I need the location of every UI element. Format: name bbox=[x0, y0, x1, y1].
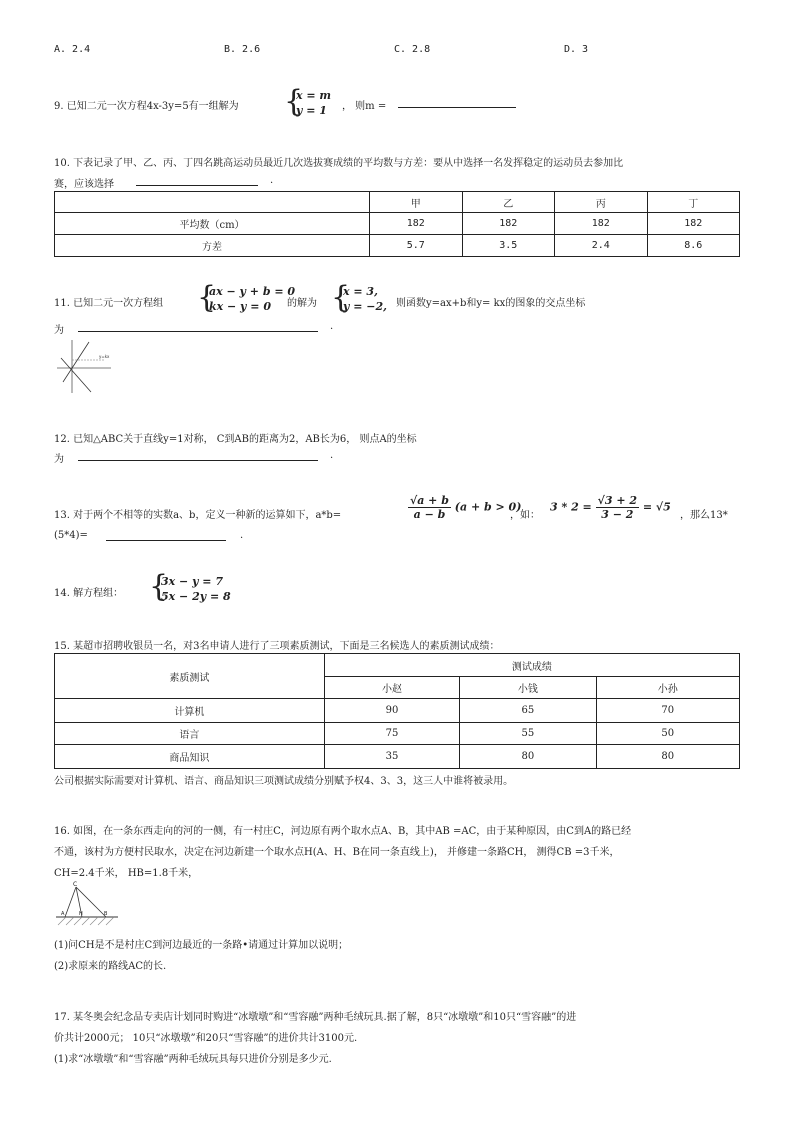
q12-answer-blank[interactable] bbox=[78, 460, 318, 461]
river-hatch bbox=[58, 917, 114, 925]
q10-period: . bbox=[270, 175, 274, 186]
table-cell: 测试成绩 bbox=[324, 654, 739, 677]
q9-brace: { bbox=[284, 84, 304, 119]
q13-answer-blank[interactable] bbox=[106, 540, 226, 541]
table-cell: 丙 bbox=[555, 192, 647, 213]
q16-line1: 16. 如图，在一条东西走向的河的一侧，有一村庄C，河边原有两个取水点A、B，其中AB =AC，由于某种原因，由C到A的路已经 bbox=[54, 826, 632, 837]
q10-line2: 赛，应该选择 bbox=[54, 179, 114, 190]
table-cell: 乙 bbox=[462, 192, 554, 213]
q12-line1: 12. 已知△ABC关于直线y=1对称， C到AB的距离为2，AB长为6， 则点A的坐标 bbox=[54, 434, 417, 445]
q17-sub1: (1)求“冰墩墩”和“雪容融”两种毛绒玩具每只进价分别是多少元. bbox=[54, 1054, 332, 1065]
q11-sol1: x = 3, bbox=[343, 285, 378, 298]
q13-tail: ，那么13* bbox=[680, 510, 728, 521]
q14-eq2: 5x − 2y = 8 bbox=[161, 590, 231, 603]
q10-answer-blank[interactable] bbox=[136, 185, 258, 186]
q11-line2: 为 bbox=[54, 325, 64, 336]
table-cell: 182 bbox=[555, 213, 647, 235]
q10-table bbox=[54, 191, 740, 257]
table-cell: 5.7 bbox=[370, 235, 462, 257]
table-cell bbox=[55, 192, 370, 213]
q15-line1: 15. 某超市招聘收银员一名，对3名申请人进行了三项素质测试，下面是三名候选人的素质测试成绩： bbox=[54, 641, 500, 652]
table-cell: 182 bbox=[647, 213, 740, 235]
table-row bbox=[55, 192, 740, 213]
line-y-ax-b bbox=[63, 342, 89, 382]
table-cell: 方差 bbox=[55, 235, 370, 257]
q11-brace-left: { bbox=[197, 280, 217, 315]
graph-label: y=kx bbox=[99, 354, 110, 359]
q11-answer-blank[interactable] bbox=[78, 331, 318, 332]
table-cell: 小赵 bbox=[324, 677, 459, 699]
table-cell: 75 bbox=[324, 723, 459, 745]
table-cell: 素质测试 bbox=[55, 654, 325, 699]
q9-eq2: y = 1 bbox=[296, 104, 327, 117]
q15-table bbox=[54, 653, 740, 769]
table-cell: 8.6 bbox=[647, 235, 740, 257]
q11-mid: 的解为 bbox=[287, 298, 317, 309]
table-row bbox=[55, 213, 740, 235]
table-cell: 80 bbox=[596, 745, 739, 769]
table-cell: 65 bbox=[460, 699, 596, 723]
table-cell: 35 bbox=[324, 745, 459, 769]
q13-denominator: a − b bbox=[413, 508, 446, 521]
q11-eq1: ax − y + b = 0 bbox=[209, 285, 296, 298]
q15-after: 公司根据实际需要对计算机、语言、商品知识三项测试成绩分别赋予权4、3、3，这三人中谁将被录用。 bbox=[54, 776, 514, 787]
q13-example-rhs: = √5 bbox=[642, 500, 671, 514]
q11-brace-right: { bbox=[331, 280, 351, 315]
q11-suffix: 则函数y=ax+b和y= kx的图象的交点坐标 bbox=[396, 298, 586, 309]
q13-example-fraction bbox=[596, 494, 639, 521]
table-cell: 182 bbox=[370, 213, 462, 235]
table-cell: 50 bbox=[596, 723, 739, 745]
table-cell: 语言 bbox=[55, 723, 325, 745]
q11-sol2: y = −2, bbox=[343, 300, 387, 313]
table-cell: 丁 bbox=[647, 192, 740, 213]
q9-suffix: ， 则m = bbox=[342, 101, 387, 112]
table-cell: 90 bbox=[324, 699, 459, 723]
q13-example bbox=[550, 494, 671, 521]
q9-answer-blank[interactable] bbox=[398, 107, 516, 108]
q9-eq1: x = m bbox=[296, 89, 332, 102]
q13-example-label: ，如： bbox=[510, 510, 540, 521]
q16-line3: CH=2.4千米， HB=1.8千米， bbox=[54, 868, 199, 879]
q10-line1: 10. 下表记录了甲、乙、丙、丁四名跳高运动员最近几次选拔赛成绩的平均数与方差：要从中选择一名发挥稳定的运动员去参加比 bbox=[54, 158, 624, 169]
table-cell: 70 bbox=[596, 699, 739, 723]
option-a: A. 2.4 bbox=[54, 44, 91, 55]
table-cell: 182 bbox=[462, 213, 554, 235]
table-cell: 2.4 bbox=[555, 235, 647, 257]
table-cell: 3.5 bbox=[462, 235, 554, 257]
q14-brace: { bbox=[149, 569, 169, 604]
label-b: B bbox=[104, 911, 108, 917]
table-row bbox=[55, 699, 740, 723]
q13-numerator: √a + b bbox=[410, 494, 449, 507]
q13-definition bbox=[408, 494, 521, 521]
table-cell: 小钱 bbox=[460, 677, 596, 699]
table-row bbox=[55, 745, 740, 769]
table-cell: 80 bbox=[460, 745, 596, 769]
q13-fraction bbox=[408, 494, 451, 521]
q17-line1: 17. 某冬奥会纪念品专卖店计划同时购进“冰墩墩”和“雪容融”两种毛绒玩具.据了解，8只“冰墩墩”和10只“雪容融”的进 bbox=[54, 1012, 577, 1023]
table-cell: 计算机 bbox=[55, 699, 325, 723]
table-cell: 甲 bbox=[370, 192, 462, 213]
option-b: B. 2.6 bbox=[224, 44, 261, 55]
table-row bbox=[55, 723, 740, 745]
line-y-kx bbox=[61, 358, 91, 392]
table-cell: 55 bbox=[460, 723, 596, 745]
q11-text: 11. 已知二元一次方程组 bbox=[54, 298, 164, 309]
q13-period: . bbox=[240, 530, 244, 541]
q14-text: 14. 解方程组： bbox=[54, 588, 124, 599]
option-d: D. 3 bbox=[564, 44, 589, 55]
q9-text: 9. 已知二元一次方程4x-3y=5有一组解为 bbox=[54, 101, 239, 112]
q12-line2: 为 bbox=[54, 454, 64, 465]
table-row bbox=[55, 235, 740, 257]
q16-line2: 不通，该村为方便村民取水，决定在河边新建一个取水点H(A、H、B在同一条直线上)， 并修建一条路CH， 测得CB =3千米， bbox=[54, 847, 620, 858]
q12-period: . bbox=[330, 450, 334, 461]
label-h: H bbox=[79, 911, 83, 917]
q13-line2: (5*4)= bbox=[54, 530, 88, 541]
q11-graph bbox=[55, 338, 113, 394]
q11-period: . bbox=[330, 321, 334, 332]
label-a: A bbox=[61, 911, 65, 917]
q13-text: 13. 对于两个不相等的实数a、b，定义一种新的运算如下，a*b= bbox=[54, 510, 342, 521]
q14-eq1: 3x − y = 7 bbox=[161, 575, 224, 588]
table-cell: 商品知识 bbox=[55, 745, 325, 769]
q13-example-lhs: 3 * 2 = bbox=[550, 500, 592, 514]
q13-example-numerator: √3 + 2 bbox=[597, 494, 638, 507]
option-c: C. 2.8 bbox=[394, 44, 431, 55]
q16-sub2: (2)求原来的路线AC的长. bbox=[54, 961, 167, 972]
q16-sub1: (1)问CH是不是村庄C到河边最近的一条路•请通过计算加以说明； bbox=[54, 940, 349, 951]
q11-eq2: kx − y = 0 bbox=[209, 300, 271, 313]
q17-line2: 价共计2000元； 10只“冰墩墩”和20只“雪容融”的进价共计3100元. bbox=[54, 1033, 358, 1044]
q13-example-denominator: 3 − 2 bbox=[601, 508, 634, 521]
q13-condition: (a + b > 0) bbox=[454, 500, 522, 514]
table-cell: 平均数（cm） bbox=[55, 213, 370, 235]
table-row bbox=[55, 654, 740, 677]
table-cell: 小孙 bbox=[596, 677, 739, 699]
segment-ca bbox=[65, 887, 76, 917]
q16-figure bbox=[54, 879, 120, 931]
label-c: C bbox=[73, 881, 78, 888]
